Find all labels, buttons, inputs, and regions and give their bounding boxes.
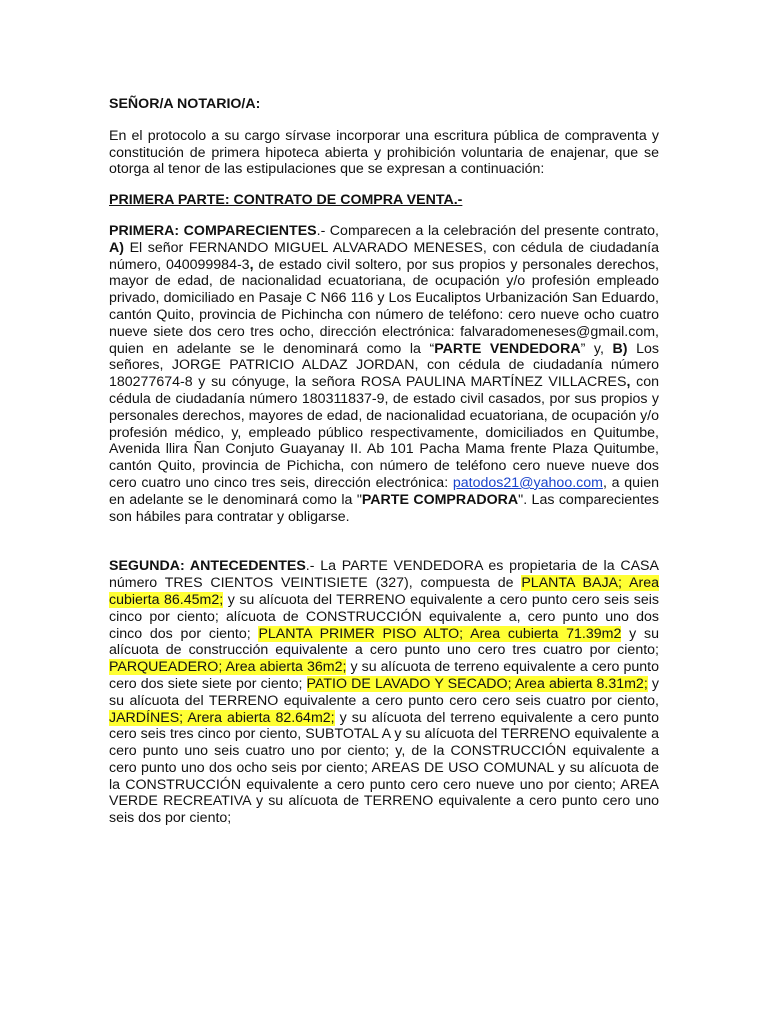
highlight-planta-primer-piso: PLANTA PRIMER PISO ALTO; Area cubierta 71.39m2 xyxy=(258,625,622,642)
intro-paragraph: En el protocolo a su cargo sírvase incorporar una escritura pública de compraventa y constitución de primera hipoteca abierta y prohibición voluntaria de enajenar, que se otorga al tenor de las estipulaciones que se expresan a continuación: xyxy=(109,127,659,178)
segunda-text-3: y su alícuota de construcción equivalente a cero punto uno cero tres cuatro por ciento; xyxy=(109,625,659,659)
section-title: PRIMERA PARTE: CONTRATO DE COMPRA VENTA.- xyxy=(109,192,463,209)
segunda-text-6: y su alícuota del terreno equivalente a cero punto cero seis tres cinco por ciento, SUBTOTAL A y su alícuota del TERRENO equivalente a cero punto uno seis cuatro uno por ciento; y, de la CONSTRUCCIÓN equivalente a cero punto uno dos ocho seis por ciento; AREAS DE USO COMUNAL y su alícuota de la CONSTRUCCIÓN equivalente a cero punto cero cero nueve uno por ciento; AREA VERDE RECREATIVA y su alícuota de TERRENO equivalente a cero punto cero uno seis dos por ciento; xyxy=(109,709,659,827)
document-page xyxy=(109,96,659,841)
primera-text-7: , a quien en adelante se le denominará como la " xyxy=(109,474,659,508)
highlight-planta-baja: PLANTA BAJA; Area cubierta 86.45m2; xyxy=(109,575,659,608)
segunda-text-2: y su alícuota del TERRENO equivalente a cero punto cero seis seis cinco por ciento; alícuota de CONSTRUCCIÓN equivalente a, cero punto uno dos cinco dos por ciento; xyxy=(109,591,659,642)
primera-text-4: ” y, xyxy=(580,340,613,357)
segunda-text-1: .- La PARTE VENDEDORA es propietaria de la CASA número TRES CIENTOS VEINTISIETE (327), compuesta de xyxy=(109,558,659,592)
email-link[interactable]: patodos21@yahoo.com xyxy=(452,474,603,491)
segunda-label: SEGUNDA: ANTECEDENTES xyxy=(109,558,306,575)
bold-comma: , xyxy=(249,256,254,273)
primera-label: PRIMERA: COMPARECIENTES xyxy=(109,222,317,239)
segunda-text-4: y su alícuota de terreno equivalente a cero punto cero dos siete siete por ciento; xyxy=(109,659,659,692)
bold-comma-2: , xyxy=(626,374,631,391)
primera-text-2: El señor FERNANDO MIGUEL ALVARADO MENESES, con cédula de ciudadanía número, 040099984-3 xyxy=(109,239,659,273)
primera-comparecientes-paragraph xyxy=(109,223,659,525)
primera-text-6: con cédula de ciudadanía número 180311837-9, de estado civil casados, por sus propios y personales derechos, mayores de edad, de nacionalidad ecuatoriana, de ocupación y/o profesión médico, y, empleado público respectivamente, domiciliados en Quitumbe, Avenida llira Ñan Conjuto Guayanay II. Ab 101 Pacha Mama frente Plaza Quitumbe, cantón Quito, provincia de Pichicha, con número de teléfono cero nueve nueve dos cero cuatro uno cinco tres seis, dirección electrónica: xyxy=(109,374,659,491)
primera-text-8: ". Las comparecientes son hábiles para contratar y obligarse. xyxy=(109,491,659,525)
primera-text-3: de estado civil soltero, por sus propios y personales derechos, mayor de edad, de nacionalidad ecuatoriana, de ocupación y/o profesión empleado privado, domiciliado en Pasaje C N66 116 y Los Eucaliptos Urbanización San Eduardo, cantón Quito, provincia de Pichincha con número de teléfono: cero nueve ocho cuatro nueve siete dos cero tres ocho, dirección electrónica: falvaradomeneses@gmail.com, quien en adelante se le denominará como la “ xyxy=(109,256,659,357)
highlight-jardines: JARDÍNES; Arera abierta 82.64m2; xyxy=(109,709,335,726)
party-a-label: A) xyxy=(109,239,124,256)
highlight-patio-lavado: PATIO DE LAVADO Y SECADO; Area abierta 8.31m2; xyxy=(306,675,648,692)
segunda-antecedentes-paragraph xyxy=(109,558,659,827)
parte-vendedora-label: PARTE VENDEDORA xyxy=(434,340,581,357)
notary-heading: SEÑOR/A NOTARIO/A: xyxy=(109,96,261,112)
segunda-text-5: y su alícuota del TERRENO equivalente a cero punto cero cero seis cuatro por ciento, xyxy=(109,675,659,709)
highlight-parqueadero: PARQUEADERO; Area abierta 36m2; xyxy=(109,659,347,676)
primera-text-5: Los señores, JORGE PATRICIO ALDAZ JORDAN, con cédula de ciudadanía número 180277674-8 y su cónyuge, la señora ROSA PAULINA MARTÍNEZ VILLACRES xyxy=(109,340,659,391)
primera-text-1: .- Comparecen a la celebración del presente contrato, xyxy=(316,222,659,239)
party-b-label: B) xyxy=(612,340,628,357)
parte-compradora-label: PARTE COMPRADORA xyxy=(361,491,519,508)
